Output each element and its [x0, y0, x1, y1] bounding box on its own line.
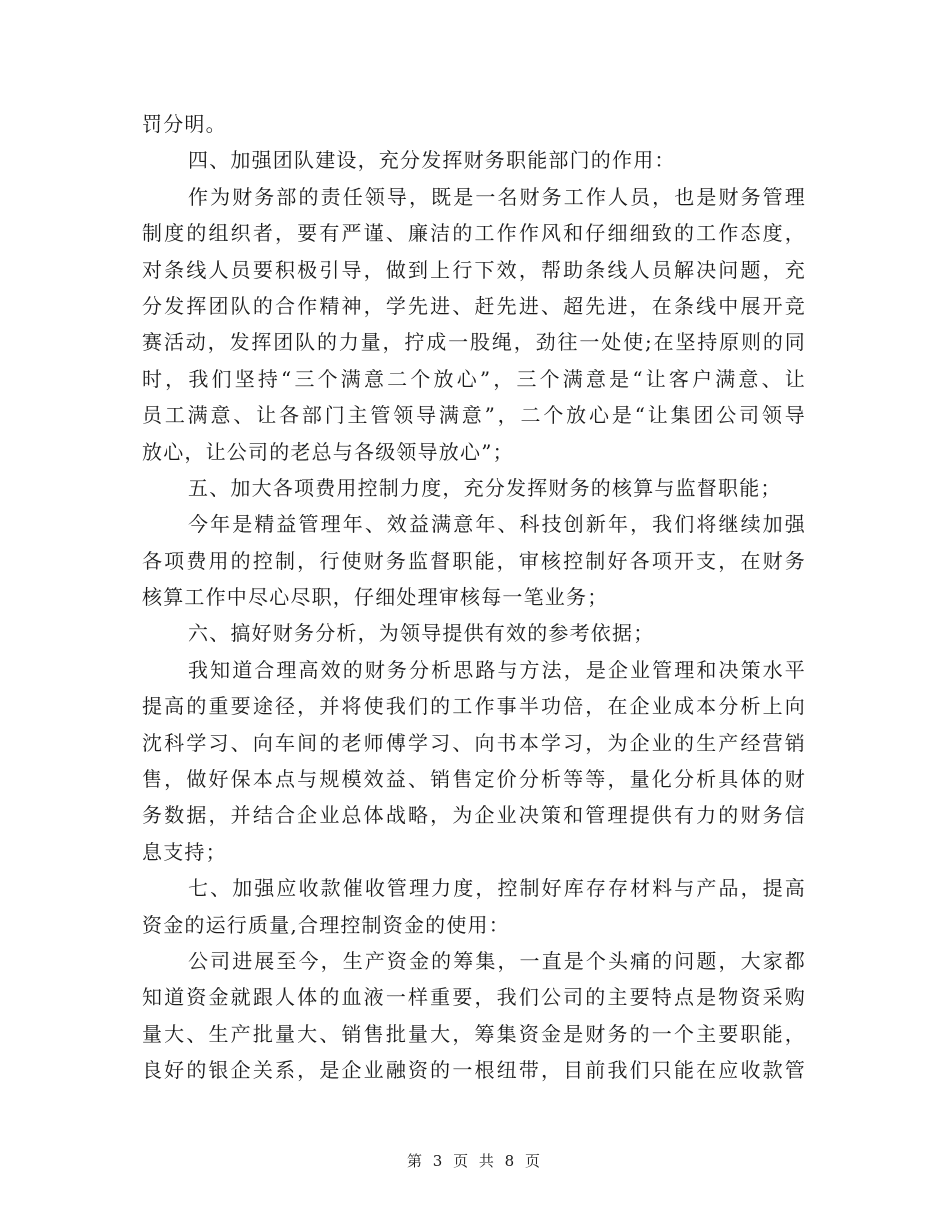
text-line: 六、搞好财务分析，为领导提供有效的参考依据； [188, 621, 655, 646]
text-line: 良好的银企关系，是企业融资的一根纽带，目前我们只能在应收款管 [142, 1058, 806, 1083]
text-line: 时，我们坚持“三个满意二个放心”，三个满意是“让客户满意、让 [142, 366, 806, 391]
text-line: 务数据，并结合企业总体战略，为企业决策和管理提供有力的财务信 [142, 803, 806, 828]
text-line: 提高的重要途径，并将使我们的工作事半功倍，在企业成本分析上向 [142, 694, 806, 719]
text-line: 我知道合理高效的财务分析思路与方法，是企业管理和决策水平 [188, 657, 806, 682]
page-footer: 第 3 页 共 8 页 [407, 1152, 543, 1170]
text-line: 分发挥团队的合作精神，学先进、赶先进、超先进，在条线中展开竞 [142, 293, 806, 318]
text-line: 沈科学习、向车间的老师傅学习、向书本学习，为企业的生产经营销 [142, 730, 806, 755]
text-line: 放心，让公司的老总与各级领导放心”； [142, 439, 514, 464]
text-line: 五、加大各项费用控制力度，充分发挥财务的核算与监督职能； [188, 475, 782, 500]
text-line: 罚分明。 [142, 112, 227, 136]
text-line: 知道资金就跟人体的血液一样重要，我们公司的主要特点是物资采购 [142, 985, 806, 1010]
text-line: 赛活动，发挥团队的力量，拧成一股绳，劲往一处使;在坚持原则的同 [142, 330, 806, 355]
text-line: 公司进展至今，生产资金的筹集，一直是个头痛的问题，大家都 [188, 948, 806, 973]
text-line: 作为财务部的责任领导，既是一名财务工作人员，也是财务管理 [188, 184, 806, 209]
text-line: 员工满意、让各部门主管领导满意”，二个放心是“让集团公司领导 [142, 403, 806, 428]
text-line: 四、加强团队建设，充分发挥财务职能部门的作用： [188, 148, 676, 173]
text-line: 资金的运行质量,合理控制资金的使用： [142, 912, 510, 937]
text-line: 对条线人员要积极引导，做到上行下效，帮助条线人员解决问题，充 [142, 257, 806, 282]
text-line: 七、加强应收款催收管理力度，控制好库存存材料与产品，提高 [188, 876, 806, 901]
text-line: 今年是精益管理年、效益满意年、科技创新年，我们将继续加强 [188, 512, 806, 537]
text-line: 各项费用的控制，行使财务监督职能，审核控制好各项开支，在财务 [142, 548, 806, 573]
text-line: 制度的组织者，要有严谨、廉洁的工作作风和仔细细致的工作态度， [142, 221, 806, 246]
document-body [142, 106, 806, 1089]
text-line: 息支持； [142, 839, 227, 864]
text-line: 量大、生产批量大、销售批量大，筹集资金是财务的一个主要职能， [142, 1021, 806, 1046]
text-line: 核算工作中尽心尽职，仔细处理审核每一笔业务； [142, 585, 609, 610]
text-line: 售，做好保本点与规模效益、销售定价分析等等，量化分析具体的财 [142, 767, 806, 792]
